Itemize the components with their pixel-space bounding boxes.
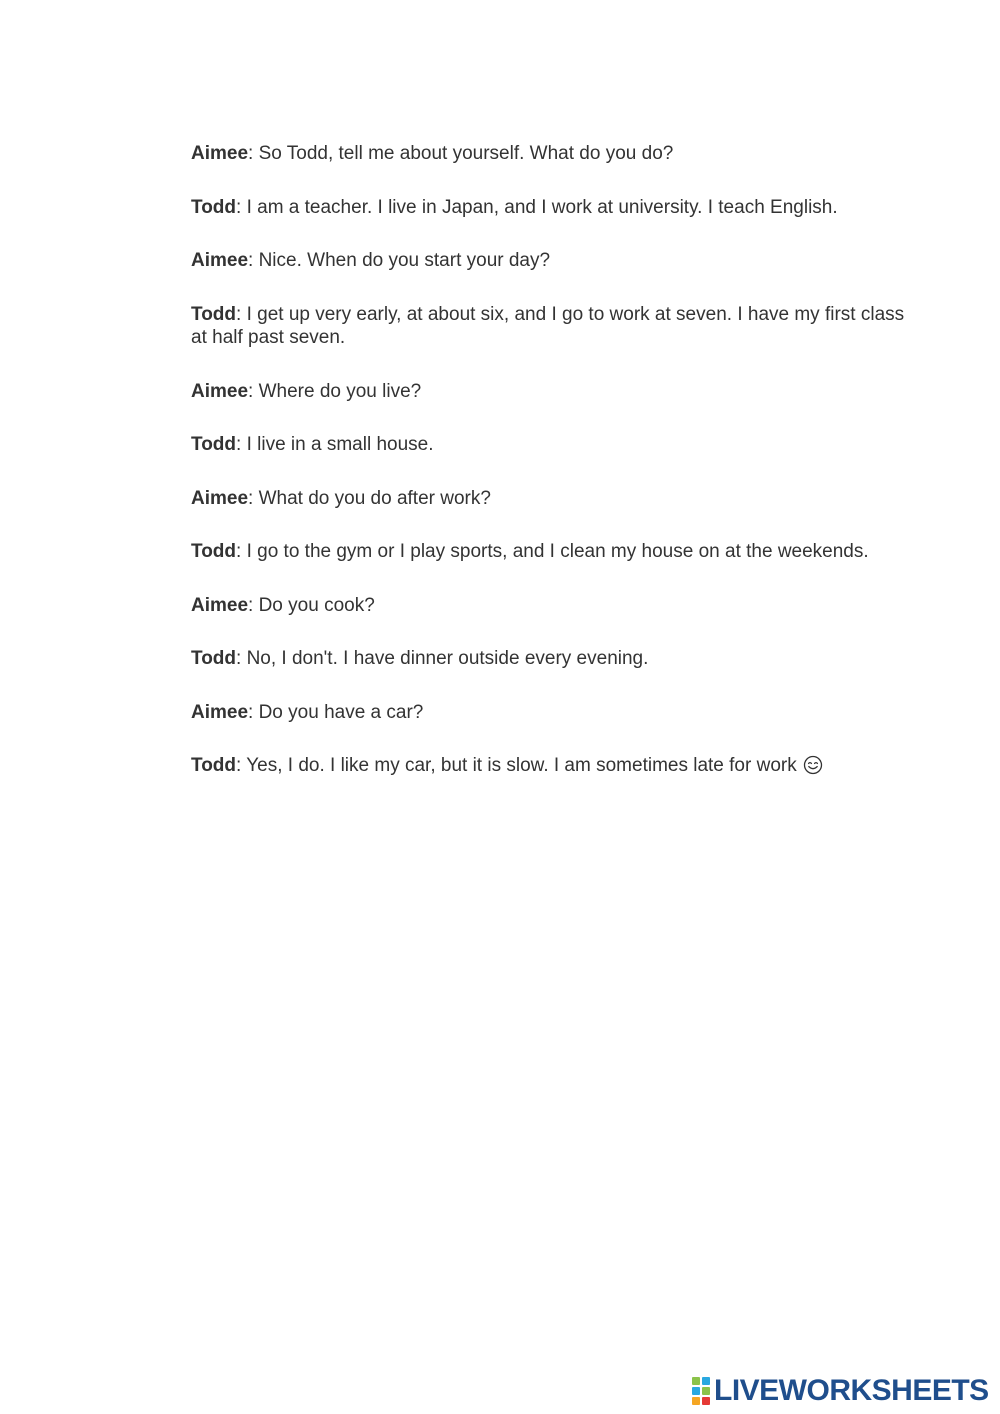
line-text: : I get up very early, at about six, and I go to work at seven. I have my first class at half past seven. [191, 303, 905, 348]
dialogue-line [191, 433, 911, 457]
dialogue [191, 142, 911, 812]
logo-text: LIVEWORKSHEETS [714, 1374, 989, 1407]
line-text: : Nice. When do you start your day? [248, 250, 551, 271]
line-text: : Do you have a car? [248, 701, 424, 723]
dialogue-line [191, 142, 911, 166]
speaker-name: Aimee [191, 250, 249, 271]
dialogue-line [191, 540, 911, 564]
line-text: : What do you do after work? [248, 487, 491, 509]
line-text: : I am a teacher. I live in Japan, and I work at university. I teach English. [236, 196, 838, 218]
dialogue-line [191, 380, 911, 404]
speaker-name: Todd [191, 648, 237, 669]
dialogue-line [191, 754, 911, 782]
smiley-face-icon [803, 755, 823, 782]
dialogue-line [191, 303, 911, 350]
speaker-name: Todd [191, 303, 237, 325]
dialogue-line [191, 249, 911, 273]
line-text: : I go to the gym or I play sports, and I clean my house on at the weekends. [236, 541, 869, 562]
dialogue-line [191, 701, 911, 725]
speaker-name: Aimee [191, 701, 249, 723]
dialogue-line [191, 594, 911, 618]
line-text: : So Todd, tell me about yourself. What do you do? [248, 143, 674, 164]
speaker-name: Aimee [191, 143, 249, 164]
dialogue-line [191, 487, 911, 511]
line-text: : Yes, I do. I like my car, but it is slow. I am sometimes late for work [236, 755, 797, 776]
dialogue-line [191, 647, 911, 671]
dialogue-line [191, 196, 911, 220]
line-text: : Where do you live? [248, 380, 422, 402]
speaker-name: Todd [191, 434, 237, 455]
line-text: : No, I don't. I have dinner outside every evening. [236, 648, 649, 669]
speaker-name: Aimee [191, 487, 249, 509]
liveworksheets-logo [692, 1374, 989, 1408]
speaker-name: Todd [191, 755, 237, 776]
speaker-name: Todd [191, 196, 237, 218]
speaker-name: Aimee [191, 380, 249, 402]
liveworksheets-logo-icon [692, 1377, 710, 1405]
line-text: : I live in a small house. [236, 434, 434, 455]
speaker-name: Todd [191, 541, 237, 562]
line-text: : Do you cook? [248, 594, 375, 616]
speaker-name: Aimee [191, 594, 249, 616]
